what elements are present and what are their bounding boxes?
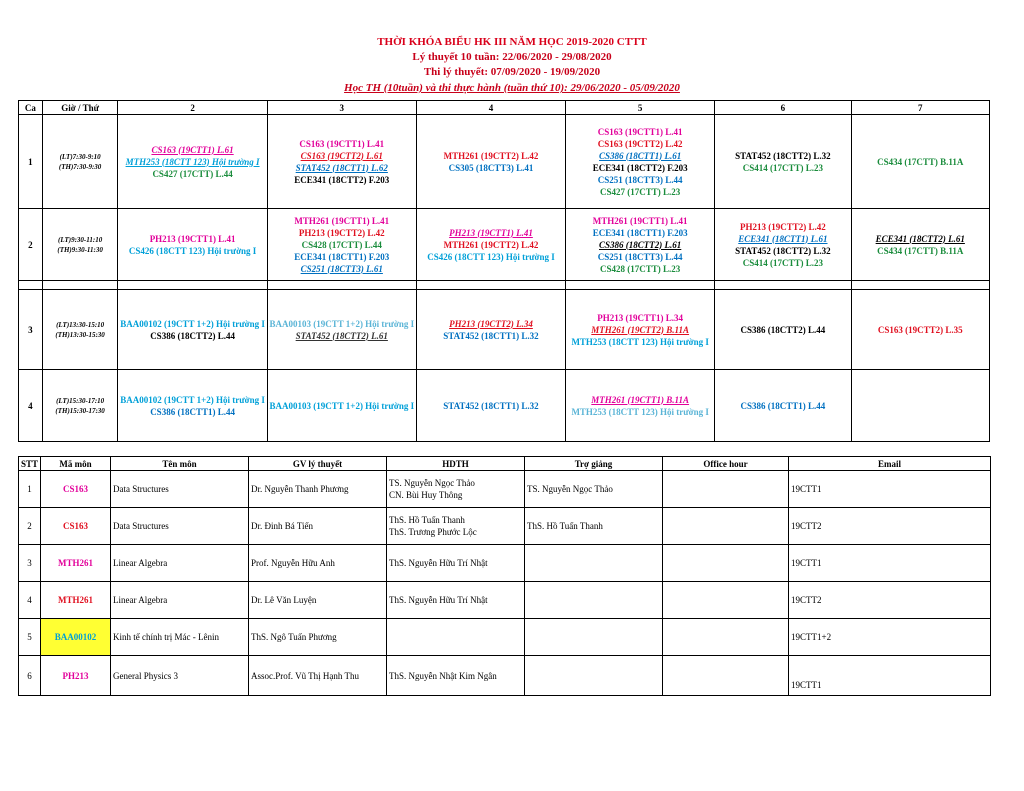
course-code: CS163 — [41, 471, 111, 508]
class-entry: PH213 (19CTT2) L.42 — [740, 221, 826, 232]
gap-cell — [19, 281, 43, 290]
course-code: CS163 — [41, 508, 111, 545]
course-row — [19, 656, 991, 696]
course-row — [19, 619, 991, 656]
class-entry: MTH261 (19CTT1) L.41 — [294, 215, 390, 226]
class-email: 19CTT1+2 — [789, 619, 991, 656]
course-name: Linear Algebra — [111, 582, 249, 619]
lecturer-name: Assoc.Prof. Vũ Thị Hạnh Thu — [249, 656, 387, 696]
col-header-lab-instructor: HDTH — [387, 457, 525, 471]
teaching-assistant — [525, 656, 663, 696]
time-slot — [42, 115, 118, 209]
class-entry: BAA00103 (19CTT 1+2) Hội trường I — [269, 400, 415, 411]
day-cell — [715, 290, 851, 370]
teaching-assistant — [525, 619, 663, 656]
course-stt: 3 — [19, 545, 41, 582]
class-entry: CS428 (17CTT) L.23 — [600, 263, 681, 274]
day-cell — [118, 370, 267, 442]
lecturer-name: Prof. Nguyễn Hữu Anh — [249, 545, 387, 582]
lab-instructors — [387, 656, 525, 696]
class-entry: ECE341 (18CTT2) L.61 — [875, 233, 965, 244]
class-entry: ECE341 (18CTT1) L.61 — [738, 233, 828, 244]
class-entry: PH213 (19CTT2) L.42 — [298, 227, 385, 238]
class-entry: CS163 (19CTT1) L.61 — [151, 144, 234, 155]
time-range: (LT)15:30-17:10 — [56, 396, 105, 405]
class-email: 19CTT1 — [789, 656, 991, 696]
course-name: Data Structures — [111, 471, 249, 508]
day-cell — [118, 209, 267, 281]
class-entry: PH213 (19CTT1) L.34 — [597, 312, 684, 323]
course-row — [19, 582, 991, 619]
timetable — [18, 100, 990, 442]
col-header-day-3: 3 — [267, 101, 416, 115]
class-entry: BAA00103 (19CTT 1+2) Hội trường I — [269, 318, 415, 329]
course-stt: 2 — [19, 508, 41, 545]
col-header-stt: STT — [19, 457, 41, 471]
lab-instructor-name: ThS. Nguyễn Hữu Trí Nhật — [389, 595, 488, 605]
lecturer-name: Dr. Đinh Bá Tiến — [249, 508, 387, 545]
lab-instructor-name: ThS. Trương Phước Lộc — [389, 527, 477, 537]
time-range: (LT)13:30-15:10 — [56, 320, 105, 329]
course-code: MTH261 — [41, 545, 111, 582]
gap-cell — [566, 281, 715, 290]
course-code: BAA00102 — [41, 619, 111, 656]
course-code: PH213 — [41, 656, 111, 696]
lecturer-name: ThS. Ngô Tuấn Phương — [249, 619, 387, 656]
course-row — [19, 545, 991, 582]
course-stt: 6 — [19, 656, 41, 696]
office-hour — [663, 582, 789, 619]
gap-cell — [416, 281, 565, 290]
class-entry: CS251 (18CTT3) L.61 — [300, 263, 383, 274]
class-entry: MTH253 (18CTT 123) Hội trường I — [125, 156, 260, 167]
lab-instructor-name: ThS. Nguyễn Nhật Kim Ngân — [389, 670, 497, 681]
day-cell — [566, 290, 715, 370]
lecturer-name: Dr. Nguyễn Thanh Phương — [249, 471, 387, 508]
course-stt: 1 — [19, 471, 41, 508]
class-entry: STAT452 (18CTT1) L.32 — [443, 400, 539, 411]
day-cell — [715, 370, 851, 442]
day-cell — [267, 370, 416, 442]
lab-instructors — [387, 471, 525, 508]
class-entry: MTH253 (18CTT 123) Hội trường I — [571, 406, 709, 417]
class-entry: CS414 (17CTT) L.23 — [742, 162, 824, 173]
course-name: Kinh tế chính trị Mác - Lênin — [111, 619, 249, 656]
class-entry: PH213 (19CTT1) L.41 — [149, 233, 236, 244]
ca-number: 3 — [19, 290, 43, 370]
class-entry: STAT452 (18CTT2) L.32 — [735, 245, 831, 256]
course-name: Linear Algebra — [111, 545, 249, 582]
class-entry: ECE341 (18CTT2) F.203 — [592, 162, 688, 173]
gap-cell — [118, 281, 267, 290]
class-entry: BAA00102 (19CTT 1+2) Hội trường I — [120, 394, 265, 405]
day-cell — [715, 209, 851, 281]
day-cell — [566, 209, 715, 281]
day-cell — [851, 290, 989, 370]
time-range: (TH)13:30-15:30 — [55, 330, 105, 339]
time-slot — [42, 209, 118, 281]
schedule-title: THỜI KHÓA BIỂU HK III NĂM HỌC 2019-2020 CTTT — [377, 36, 647, 48]
class-entry: MTH261 (19CTT2) B.11A — [591, 324, 690, 335]
timetable-row — [19, 370, 990, 442]
ca-number: 4 — [19, 370, 43, 442]
day-cell — [118, 115, 267, 209]
theory-period: Lý thuyết 10 tuần: 22/06/2020 - 29/08/2020 — [412, 51, 612, 63]
class-entry: CS386 (18CTT2) L.44 — [740, 324, 826, 335]
class-entry: CS434 (17CTT) B.11A — [877, 245, 964, 256]
col-header-office-hour: Office hour — [663, 457, 789, 471]
class-entry: CS427 (17CTT) L.23 — [600, 186, 681, 197]
lab-instructor-name: CN. Bùi Huy Thông — [389, 490, 463, 500]
ca-number: 1 — [19, 115, 43, 209]
class-entry: ECE341 (18CTT2) F.203 — [294, 174, 390, 185]
class-entry: PH213 (19CTT2) L.34 — [449, 318, 533, 329]
class-entry: ECE341 (18CTT1) F.203 — [294, 251, 390, 262]
class-email: 19CTT2 — [789, 582, 991, 619]
col-header-day-2: 2 — [118, 101, 267, 115]
gap-cell — [715, 281, 851, 290]
time-range: (TH)7:30-9:30 — [58, 162, 102, 171]
time-range: (LT)7:30-9:10 — [59, 152, 101, 161]
gap-cell — [851, 281, 989, 290]
exam-period: Thi lý thuyết: 07/09/2020 - 19/09/2020 — [423, 66, 601, 78]
time-slot — [42, 370, 118, 442]
lab-instructors — [387, 619, 525, 656]
office-hour — [663, 656, 789, 696]
class-entry: STAT452 (18CTT2) L.61 — [295, 330, 388, 341]
teaching-assistant — [525, 582, 663, 619]
day-cell — [566, 115, 715, 209]
class-entry: BAA00102 (19CTT 1+2) Hội trường I — [120, 318, 265, 329]
day-cell — [851, 209, 989, 281]
day-cell — [416, 209, 565, 281]
class-entry: PH213 (19CTT1) L.41 — [449, 227, 533, 238]
day-cell — [267, 209, 416, 281]
class-entry: MTH261 (19CTT1) B.11A — [591, 394, 690, 405]
col-header-teaching-assistant: Trợ giảng — [525, 457, 663, 471]
col-header-lecturer: GV lý thuyết — [249, 457, 387, 471]
class-entry: CS428 (17CTT) L.44 — [301, 239, 382, 250]
timetable-row — [19, 209, 990, 281]
col-header-ca: Ca — [19, 101, 43, 115]
class-entry: CS163 (19CTT2) L.42 — [597, 138, 683, 149]
course-code: MTH261 — [41, 582, 111, 619]
day-cell — [416, 115, 565, 209]
timetable-gap-row — [19, 281, 990, 290]
class-entry: CS414 (17CTT) L.23 — [742, 257, 824, 268]
time-slot — [42, 290, 118, 370]
day-cell — [267, 290, 416, 370]
course-header-row — [19, 457, 991, 471]
col-header-time: Giờ / Thứ — [42, 101, 118, 115]
class-entry: CS251 (18CTT3) L.44 — [597, 251, 683, 262]
timetable-row — [19, 115, 990, 209]
class-entry: CS386 (18CTT1) L.44 — [150, 406, 235, 417]
class-entry: STAT452 (18CTT1) L.32 — [443, 330, 539, 341]
lab-instructors — [387, 508, 525, 545]
class-email: 19CTT1 — [789, 545, 991, 582]
gap-cell — [42, 281, 118, 290]
course-stt: 4 — [19, 582, 41, 619]
class-entry: CS305 (18CTT3) L.41 — [448, 162, 534, 173]
class-entry: CS163 (19CTT1) L.41 — [299, 138, 385, 149]
day-cell — [118, 290, 267, 370]
class-email: 19CTT1 — [789, 471, 991, 508]
class-entry: CS163 (19CTT2) L.61 — [300, 150, 383, 161]
class-entry: CS386 (18CTT2) L.61 — [599, 239, 682, 250]
class-entry: MTH253 (18CTT 123) Hội trường I — [571, 336, 709, 347]
col-header-day-6: 6 — [715, 101, 851, 115]
class-entry: STAT452 (18CTT1) L.62 — [295, 162, 388, 173]
day-cell — [851, 370, 989, 442]
ca-number: 2 — [19, 209, 43, 281]
day-cell — [267, 115, 416, 209]
lab-instructor-name: TS. Nguyễn Ngọc Thảo — [389, 478, 475, 488]
practice-period: Học TH (10tuần) và thi thực hành (tuần thứ 10): 29/06/2020 - 05/09/2020 — [344, 82, 680, 94]
class-entry: MTH261 (19CTT1) L.41 — [592, 215, 688, 226]
time-range: (TH)9:30-11:30 — [57, 245, 103, 254]
course-name: Data Structures — [111, 508, 249, 545]
day-cell — [416, 370, 565, 442]
lab-instructor-name: ThS. Hồ Tuấn Thanh — [389, 515, 465, 525]
col-header-day-7: 7 — [851, 101, 989, 115]
day-cell — [715, 115, 851, 209]
office-hour — [663, 508, 789, 545]
course-table — [18, 456, 991, 696]
class-entry: CS426 (18CTT 123) Hội trường I — [128, 245, 257, 256]
class-entry: CS163 (19CTT1) L.41 — [597, 126, 683, 137]
class-entry: MTH261 (19CTT2) L.42 — [443, 239, 539, 250]
class-entry: CS434 (17CTT) B.11A — [877, 156, 964, 167]
lab-instructors — [387, 582, 525, 619]
class-entry: CS426 (18CTT 123) Hội trường I — [427, 251, 555, 262]
time-range: (LT)9:30-11:10 — [58, 235, 103, 244]
lecturer-name: Dr. Lê Văn Luyện — [249, 582, 387, 619]
time-range: (TH)15:30-17:30 — [55, 406, 105, 415]
teaching-assistant: TS. Nguyễn Ngọc Thảo — [525, 471, 663, 508]
col-header-day-5: 5 — [566, 101, 715, 115]
timetable-row — [19, 290, 990, 370]
gap-cell — [267, 281, 416, 290]
class-entry: CS427 (17CTT) L.44 — [152, 168, 233, 179]
class-entry: MTH261 (19CTT2) L.42 — [443, 150, 539, 161]
class-entry: CS386 (18CTT1) L.61 — [599, 150, 682, 161]
teaching-assistant: ThS. Hồ Tuấn Thanh — [525, 508, 663, 545]
course-row — [19, 471, 991, 508]
timetable-header-row — [19, 101, 990, 115]
teaching-assistant — [525, 545, 663, 582]
class-entry: CS251 (18CTT3) L.44 — [597, 174, 683, 185]
course-stt: 5 — [19, 619, 41, 656]
class-entry: ECE341 (18CTT1) F.203 — [592, 227, 688, 238]
day-cell — [416, 290, 565, 370]
office-hour — [663, 619, 789, 656]
lab-instructors — [387, 545, 525, 582]
class-entry: CS163 (19CTT2) L.35 — [877, 324, 963, 335]
office-hour — [663, 545, 789, 582]
class-entry: STAT452 (18CTT2) L.32 — [735, 150, 831, 161]
class-entry: CS386 (18CTT2) L.44 — [150, 330, 235, 341]
class-entry: CS386 (18CTT1) L.44 — [740, 400, 826, 411]
lab-instructor-name: ThS. Nguyễn Hữu Trí Nhật — [389, 558, 488, 568]
col-header-email: Email — [789, 457, 991, 471]
class-email: 19CTT2 — [789, 508, 991, 545]
day-cell — [851, 115, 989, 209]
office-hour — [663, 471, 789, 508]
course-name: General Physics 3 — [111, 656, 249, 696]
day-cell — [566, 370, 715, 442]
course-row — [19, 508, 991, 545]
col-header-day-4: 4 — [416, 101, 565, 115]
col-header-code: Mã môn — [41, 457, 111, 471]
col-header-name: Tên môn — [111, 457, 249, 471]
